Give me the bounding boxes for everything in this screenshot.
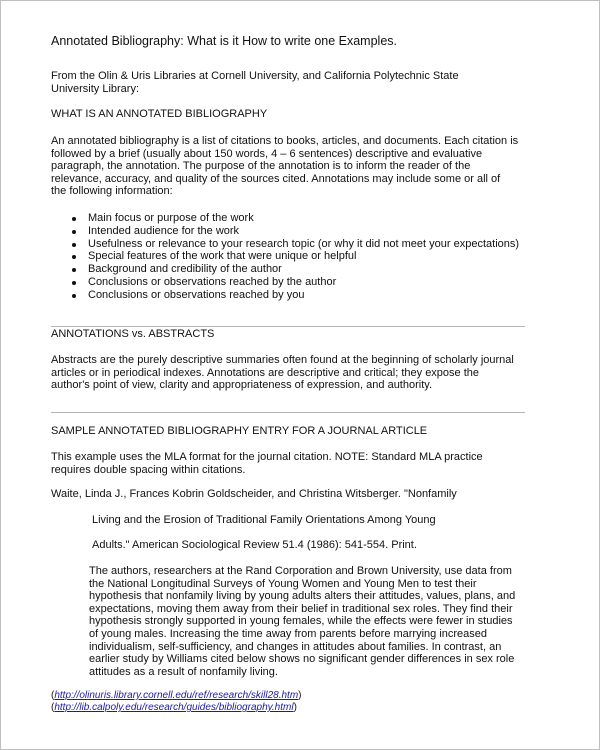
annotation-line: of young males. Increasing the time away from parents before marrying increased — [89, 627, 488, 640]
source-line — [51, 690, 302, 702]
list-item: Background and credibility of the author — [51, 263, 519, 276]
intro-line: From the Olin & Uris Libraries at Cornell University, and California Polytechnic State — [51, 70, 459, 82]
list-item: Conclusions or observations reached by you — [51, 289, 519, 302]
calpoly-source-link[interactable]: http://lib.calpoly.edu/research/guides/bibliography.html — [54, 702, 294, 713]
heading-sample-entry: SAMPLE ANNOTATED BIBLIOGRAPHY ENTRY FOR A JOURNAL ARTICLE — [51, 425, 428, 437]
source-links — [51, 690, 302, 714]
annotation-paragraph — [89, 565, 515, 678]
document-title: Annotated Bibliography: What is it How to write one Examples. — [51, 34, 398, 48]
definition-line: followed by a brief (usually about 150 words, 4 – 6 sentences) descriptive and evaluative — [51, 147, 483, 160]
annotation-line: earlier study by Williams cited below shows no significant gender differences in sex role — [89, 653, 515, 666]
cornell-source-link[interactable]: http://olinuris.library.cornell.edu/ref/research/skill28.htm — [54, 690, 299, 701]
list-item: Conclusions or observations reached by the author — [51, 276, 519, 289]
annotation-line: individualism, self-sufficiency, and changes in attitudes about families. In contrast, an — [89, 640, 502, 653]
paren-close: ) — [293, 702, 297, 713]
annotation-line: hypothesis that nonfamily living by young adults alters their attitudes, values, plans, and — [89, 590, 516, 603]
definition-line: paragraph, the annotation. The purpose of the annotation is to inform the reader of the — [51, 160, 471, 173]
list-item: Main focus or purpose of the work — [51, 212, 519, 225]
heading-what-is: WHAT IS AN ANNOTATED BIBLIOGRAPHY — [51, 108, 268, 120]
definition-line: the following information: — [51, 185, 173, 198]
abstracts-line: Abstracts are the purely descriptive summaries often found at the beginning of scholarly journal — [51, 354, 514, 366]
definition-line: An annotated bibliography is a list of citations to books, articles, and documents. Each citation is — [51, 135, 519, 147]
heading-annotations-vs-abstracts: ANNOTATIONS vs. ABSTRACTS — [51, 328, 215, 340]
definition-paragraph — [51, 135, 518, 198]
paren-open: ( — [51, 690, 55, 701]
paren-open: ( — [51, 702, 55, 713]
sample-note-line: This example uses the MLA format for the journal citation. NOTE: Standard MLA practice — [51, 451, 483, 463]
sample-note-line: requires double spacing within citations. — [51, 463, 246, 476]
sample-note-paragraph — [51, 451, 483, 476]
citation-line: Living and the Erosion of Traditional Family Orientations Among Young — [92, 514, 436, 526]
citation-line: Waite, Linda J., Frances Kobrin Goldscheider, and Christina Witsberger. "Nonfamily — [51, 488, 457, 500]
annotation-line: The authors, researchers at the Rand Corporation and Brown University, use data from — [89, 565, 512, 577]
intro-line: University Library: — [51, 82, 140, 95]
definition-line: relevance, accuracy, and quality of the sources cited. Annotations may include some or all of — [51, 172, 501, 185]
annotation-line: the National Longitudinal Surveys of Young Women and Young Men to test their — [89, 577, 477, 590]
list-item: Special features of the work that were unique or helpful — [51, 250, 519, 263]
annotation-contents-list — [51, 212, 519, 302]
source-line — [51, 702, 302, 714]
section-divider — [51, 412, 525, 413]
list-item: Usefulness or relevance to your research topic (or why it did not meet your expectations) — [51, 238, 519, 251]
paren-close: ) — [298, 690, 302, 701]
annotation-line: hypothesis strongly supported in young females, while the effects were fewer in studies — [89, 615, 513, 628]
abstracts-paragraph — [51, 354, 514, 392]
intro-paragraph — [51, 70, 459, 95]
list-item: Intended audience for the work — [51, 225, 519, 238]
abstracts-line: articles or in periodical indexes. Annotations are descriptive and critical; they expose the — [51, 366, 480, 379]
annotation-line: attitudes as a result of nonfamily living. — [89, 665, 278, 678]
annotation-line: expectations, moving them away from their belief in traditional sex roles. They find their — [89, 602, 513, 615]
abstracts-line: author's point of view, clarity and appropriateness of expression, and authority. — [51, 379, 433, 392]
citation-line: Adults." American Sociological Review 51.4 (1986): 541-554. Print. — [92, 539, 417, 551]
section-divider — [51, 326, 525, 327]
